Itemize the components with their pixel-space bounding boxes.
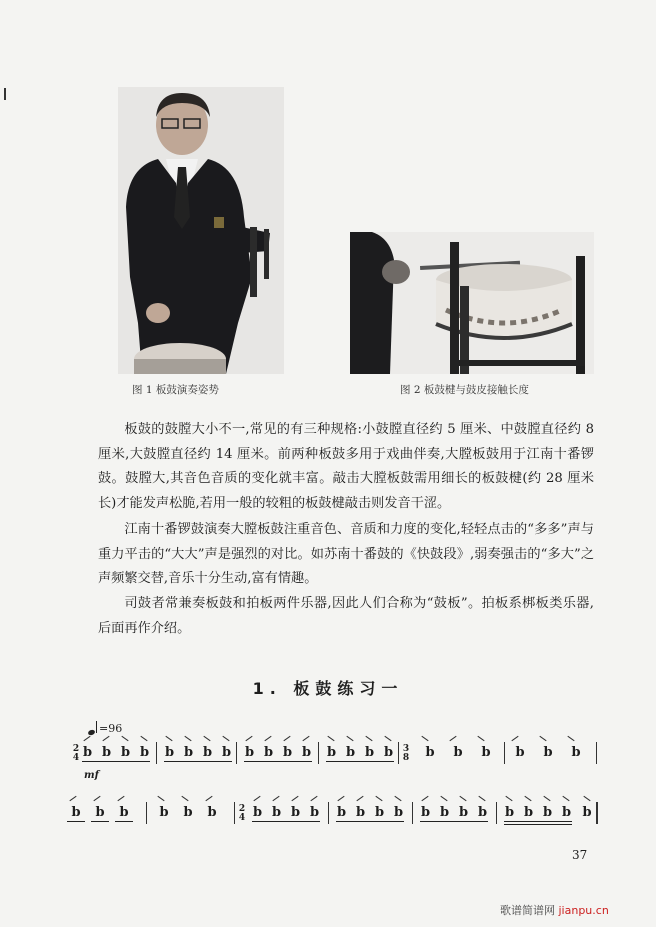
measure: b b b — [64, 796, 136, 830]
bar-line — [234, 802, 235, 824]
measure: b b b b — [240, 736, 316, 770]
exercise-title: 1. 板鼓练习一 — [252, 679, 404, 698]
page-edge-mark — [4, 88, 6, 100]
bar-line — [504, 742, 505, 764]
page-number: 37 — [572, 848, 588, 862]
measure: b b b — [416, 736, 500, 770]
measure: b b b — [152, 796, 224, 830]
bar-line — [156, 742, 157, 764]
measure: b b b b — [248, 796, 324, 830]
bar-line — [398, 742, 399, 764]
measure: b b b b — [160, 736, 236, 770]
bar-line — [412, 802, 413, 824]
measure: b b b b — [500, 796, 576, 830]
measure: b b b b — [322, 736, 398, 770]
tempo-marking — [88, 722, 122, 735]
notation-line-2 — [64, 796, 600, 830]
measure: b b b b — [78, 736, 154, 770]
time-signature-2-4: 2 4 — [238, 804, 246, 823]
paragraph-guban: 司鼓者常兼奏板鼓和拍板两件乐器,因此人们合称为“鼓板”。拍板系梆板类乐器,后面再作介绍。 — [98, 596, 594, 636]
tempo-value: =96 — [99, 722, 123, 735]
measure: b b b — [506, 736, 590, 770]
drumstick-on-drumhead-image — [350, 232, 594, 374]
measure-final-note: b — [578, 796, 596, 830]
final-bar-line — [596, 802, 598, 824]
bar-line — [236, 742, 237, 764]
time-signature-3-8: 3 8 — [402, 744, 410, 763]
measure: b b b b — [332, 796, 408, 830]
watermark-url: jianpu.cn — [558, 904, 609, 917]
figure-1-photo — [118, 87, 284, 374]
paragraph-jiangnan-technique: 江南十番锣鼓演奏大膛板鼓注重音色、音质和力度的变化,轻轻点击的“多多”声与重力平击的“大大”声是强烈的对比。如苏南十番鼓的《快鼓段》,弱奏强击的“多大”之声频繁交替,音乐十分生动,富有情趣。 — [98, 522, 594, 586]
bar-line — [146, 802, 147, 824]
quarter-note-icon — [87, 729, 95, 736]
measure: b b b b — [416, 796, 492, 830]
figure-1-caption: 图 1 板鼓演奏姿势 — [132, 384, 219, 396]
time-signature-2-4: 2 4 — [72, 744, 80, 763]
dynamic-mark: mf — [84, 770, 99, 781]
bar-line — [328, 802, 329, 824]
paragraph-drum-sizes: 板鼓的鼓膛大小不一,常见的有三种规格:小鼓膛直径约 5 厘米、中鼓膛直径约 8 厘米,大鼓膛直径约 14 厘米。前两种板鼓多用于戏曲伴奏,大膛板鼓用于江南十番锣鼓。鼓膛大,其音色音质的变化就丰富。敲击大膛板鼓需用细长的板鼓楗(约 28 厘米长)才能发声松脆,若用一般的较粗的板鼓楗敲击则发音干涩。 — [98, 422, 594, 511]
notation-line-1 — [64, 736, 600, 781]
figure-2-caption: 图 2 板鼓楗与鼓皮接触长度 — [400, 384, 529, 396]
watermark — [500, 902, 609, 918]
bar-line — [318, 742, 319, 764]
watermark-site-name: 歌谱简谱网 — [500, 904, 555, 917]
drummer-performing-image — [118, 87, 284, 374]
figure-2-photo — [350, 232, 594, 374]
bar-line — [496, 802, 497, 824]
bar-line — [596, 742, 597, 764]
